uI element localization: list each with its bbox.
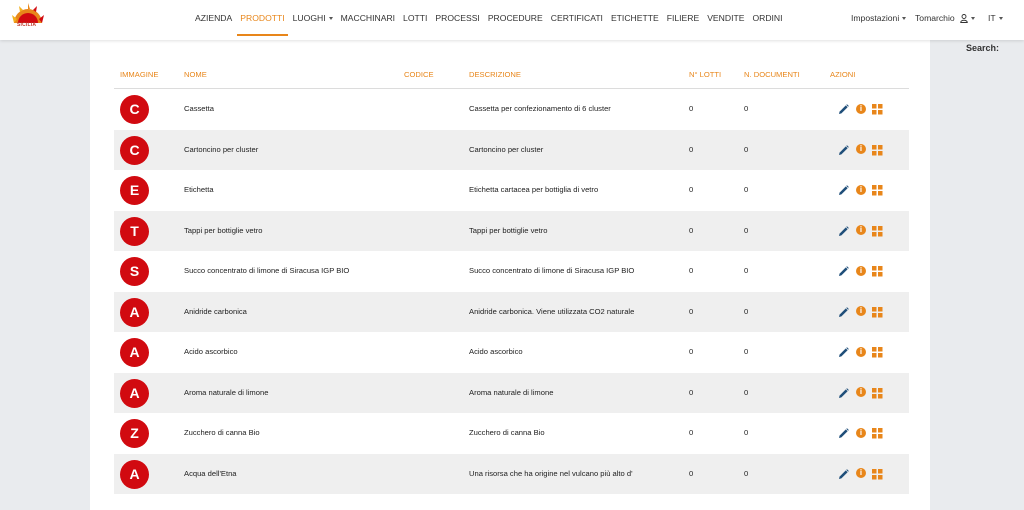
table-row — [114, 170, 909, 211]
search-label: Search: — [965, 43, 999, 53]
product-description: Cassetta per confezionamento di 6 cluster — [469, 104, 611, 113]
nav-item-procedure[interactable] — [488, 0, 543, 40]
info-icon[interactable]: i — [856, 225, 866, 235]
product-documenti-count: 0 — [744, 306, 749, 316]
product-name: Anidride carbonica — [184, 306, 247, 316]
product-avatar: A — [120, 460, 149, 489]
product-lotti-count: 0 — [689, 306, 694, 316]
header-documenti[interactable]: N. DOCUMENTI — [744, 70, 800, 79]
grid-icon[interactable] — [872, 467, 884, 479]
product-description: Una risorsa che ha origine nel vulcano più alto d' — [469, 468, 633, 478]
product-lotti-count: 0 — [689, 185, 694, 194]
nav-item-etichette[interactable] — [611, 0, 659, 40]
product-description: Etichetta cartacea per bottiglia di vetro — [469, 185, 599, 194]
product-lotti-count: 0 — [689, 347, 694, 356]
product-lotti-count: 0 — [689, 468, 694, 478]
table-row — [114, 332, 909, 373]
row-actions — [838, 264, 890, 276]
product-avatar: C — [120, 95, 149, 124]
product-lotti-count: 0 — [689, 104, 694, 113]
product-name: Cassetta — [184, 104, 214, 113]
language-label: IT — [988, 13, 996, 23]
row-actions — [838, 467, 890, 479]
nav-item-label: MACCHINARI — [340, 13, 396, 23]
product-documenti-count: 0 — [744, 225, 749, 235]
pencil-icon[interactable] — [838, 264, 850, 276]
row-actions — [838, 183, 890, 195]
product-avatar: A — [120, 298, 149, 327]
pencil-icon[interactable] — [838, 386, 850, 398]
pencil-icon[interactable] — [838, 467, 850, 479]
grid-icon[interactable] — [872, 143, 884, 155]
product-documenti-count: 0 — [744, 144, 749, 154]
nav-item-azienda[interactable] — [195, 0, 232, 40]
product-avatar: Z — [120, 419, 149, 448]
nav-item-filiere[interactable] — [667, 0, 699, 40]
product-documenti-count: 0 — [744, 468, 749, 478]
chevron-down-icon — [902, 17, 906, 20]
user-icon — [960, 14, 968, 23]
product-documenti-count: 0 — [744, 387, 749, 397]
user-menu[interactable] — [915, 0, 975, 40]
pencil-icon[interactable] — [838, 345, 850, 357]
table-row — [114, 413, 909, 454]
product-documenti-count: 0 — [744, 185, 749, 194]
nav-item-label: AZIENDA — [195, 13, 233, 23]
grid-icon[interactable] — [872, 386, 884, 398]
nav-item-label: LUOGHI — [292, 13, 326, 23]
row-actions — [838, 305, 890, 317]
product-name: Cartoncino per cluster — [184, 144, 259, 154]
nav-item-ordini[interactable] — [752, 0, 782, 40]
pencil-icon[interactable] — [838, 305, 850, 317]
info-icon[interactable]: i — [856, 144, 866, 154]
nav-item-label: ETICHETTE — [610, 13, 659, 23]
pencil-icon[interactable] — [838, 426, 850, 438]
product-documenti-count: 0 — [744, 347, 749, 356]
product-name: Aroma naturale di limone — [184, 387, 269, 397]
info-icon[interactable]: i — [856, 104, 866, 114]
nav-item-label: VENDITE — [707, 13, 745, 23]
product-avatar: S — [120, 257, 149, 286]
row-actions — [838, 426, 890, 438]
product-description: Aroma naturale di limone — [469, 387, 554, 397]
product-name: Acqua dell'Etna — [184, 468, 237, 478]
product-avatar: E — [120, 176, 149, 205]
row-actions — [838, 143, 890, 155]
product-lotti-count: 0 — [689, 428, 694, 437]
product-documenti-count: 0 — [744, 428, 749, 437]
product-documenti-count: 0 — [744, 104, 749, 113]
products-table — [114, 64, 909, 494]
user-name: Tomarchio — [915, 13, 955, 23]
language-menu[interactable] — [988, 0, 1003, 40]
info-icon[interactable]: i — [856, 347, 866, 357]
grid-icon[interactable] — [872, 102, 884, 114]
sun-logo-icon — [10, 3, 46, 35]
product-description: Succo concentrato di limone di Siracusa IGP BIO — [469, 266, 635, 275]
nav-item-label: PROCESSI — [435, 13, 480, 23]
nav-item-prodotti[interactable] — [240, 0, 284, 40]
product-name: Zucchero di canna Bio — [184, 428, 260, 437]
nav-item-label: ORDINI — [752, 13, 783, 23]
product-name: Etichetta — [184, 185, 214, 194]
main-nav — [195, 0, 791, 40]
pencil-icon[interactable] — [838, 183, 850, 195]
nav-item-label: LOTTI — [403, 13, 428, 23]
pencil-icon[interactable] — [838, 224, 850, 236]
pencil-icon[interactable] — [838, 102, 850, 114]
product-name: Acido ascorbico — [184, 347, 238, 356]
nav-item-label: FILIERE — [666, 13, 700, 23]
row-actions — [838, 386, 890, 398]
row-actions — [838, 224, 890, 236]
header-nome[interactable]: NOME — [184, 70, 207, 79]
nav-item-processi[interactable] — [435, 0, 479, 40]
nav-item-label: PRODOTTI — [240, 13, 285, 23]
product-avatar: C — [120, 136, 149, 165]
grid-icon[interactable] — [872, 426, 884, 438]
table-row — [114, 292, 909, 333]
info-icon[interactable]: i — [856, 387, 866, 397]
table-row — [114, 251, 909, 292]
grid-icon[interactable] — [872, 305, 884, 317]
header-azioni: AZIONI — [830, 70, 856, 79]
grid-icon[interactable] — [872, 345, 884, 357]
product-name: Succo concentrato di limone di Siracusa IGP BIO — [184, 266, 350, 275]
brand-name: SICILIA — [17, 22, 37, 28]
header-lotti[interactable]: N° LOTTI — [689, 70, 722, 79]
nav-item-luoghi[interactable] — [293, 0, 333, 40]
product-lotti-count: 0 — [689, 387, 694, 397]
row-actions — [838, 102, 890, 114]
product-name: Tappi per bottiglie vetro — [184, 225, 263, 235]
nav-item-label: PROCEDURE — [487, 13, 543, 23]
info-icon[interactable]: i — [856, 428, 866, 438]
chevron-down-icon — [329, 17, 333, 20]
product-lotti-count: 0 — [689, 144, 694, 154]
nav-item-certificati[interactable] — [551, 0, 603, 40]
product-lotti-count: 0 — [689, 225, 694, 235]
row-actions — [838, 345, 890, 357]
top-navbar — [0, 0, 1024, 40]
pencil-icon[interactable] — [838, 143, 850, 155]
grid-icon[interactable] — [872, 183, 884, 195]
settings-menu[interactable] — [851, 0, 906, 40]
table-body — [114, 89, 909, 494]
info-icon[interactable]: i — [856, 266, 866, 276]
product-description: Tappi per bottiglie vetro — [469, 225, 548, 235]
header-immagine[interactable]: IMMAGINE — [120, 70, 159, 79]
settings-label: Impostazioni — [851, 13, 900, 23]
info-icon[interactable]: i — [856, 185, 866, 195]
product-description: Cartoncino per cluster — [469, 144, 544, 154]
product-documenti-count: 0 — [744, 266, 749, 275]
product-lotti-count: 0 — [689, 266, 694, 275]
table-header — [114, 64, 909, 89]
chevron-down-icon — [971, 17, 975, 20]
product-avatar: A — [120, 379, 149, 408]
product-description: Acido ascorbico — [469, 347, 523, 356]
nav-item-lotti[interactable] — [403, 0, 427, 40]
product-avatar: T — [120, 217, 149, 246]
nav-item-macchinari[interactable] — [341, 0, 395, 40]
brand-logo[interactable] — [10, 3, 46, 35]
chevron-down-icon — [999, 17, 1003, 20]
table-row — [114, 373, 909, 414]
product-avatar: A — [120, 338, 149, 367]
nav-item-label: CERTIFICATI — [550, 13, 603, 23]
grid-icon[interactable] — [872, 224, 884, 236]
product-description: Anidride carbonica. Viene utilizzata CO2 naturale — [469, 306, 635, 316]
table-row — [114, 89, 909, 130]
table-row — [114, 454, 909, 495]
table-row — [114, 130, 909, 171]
info-icon[interactable]: i — [856, 306, 866, 316]
nav-item-vendite[interactable] — [707, 0, 744, 40]
table-row — [114, 211, 909, 252]
header-descrizione[interactable]: DESCRIZIONE — [469, 70, 521, 79]
grid-icon[interactable] — [872, 264, 884, 276]
header-codice[interactable]: CODICE — [404, 70, 434, 79]
product-description: Zucchero di canna Bio — [469, 428, 545, 437]
info-icon[interactable]: i — [856, 468, 866, 478]
